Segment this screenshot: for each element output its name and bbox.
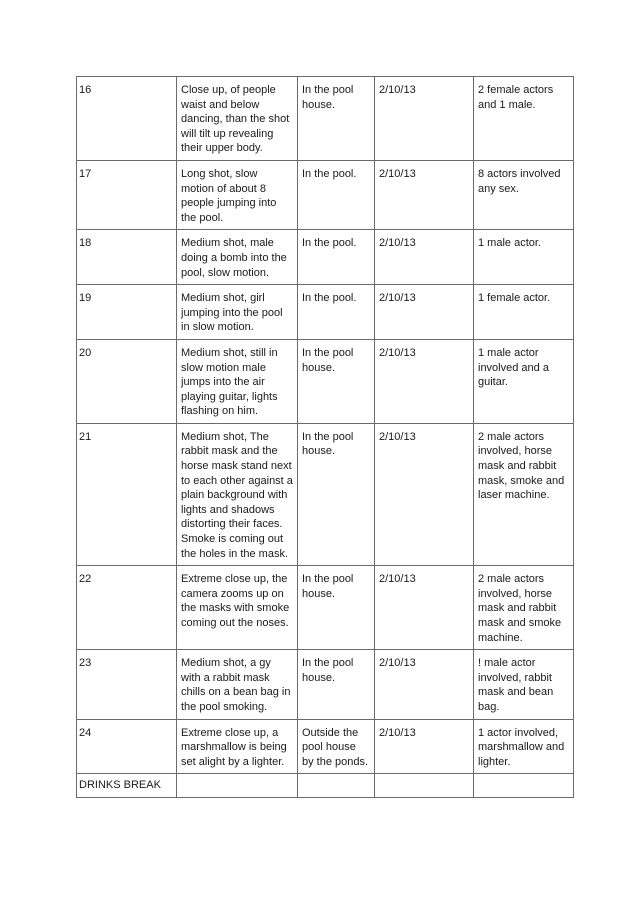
date-cell: 2/10/13	[375, 566, 474, 650]
empty-cell	[177, 774, 298, 798]
shot-number-cell: 19	[77, 285, 177, 340]
table-row	[77, 650, 574, 719]
date-cell: 2/10/13	[375, 77, 474, 161]
shot-description-cell: Medium shot, a gy with a rabbit mask chills on a bean bag in the pool smoking.	[177, 650, 298, 719]
shot-description-cell: Close up, of people waist and below dancing, than the shot will tilt up revealing their upper body.	[177, 77, 298, 161]
table-row	[77, 285, 574, 340]
shot-list-sheet	[76, 76, 573, 798]
shot-list-body	[77, 77, 574, 798]
date-cell: 2/10/13	[375, 719, 474, 774]
date-cell: 2/10/13	[375, 339, 474, 423]
location-cell: In the pool house.	[298, 339, 375, 423]
shot-number-cell: 24	[77, 719, 177, 774]
shot-number-cell: 22	[77, 566, 177, 650]
shot-description-cell: Medium shot, girl jumping into the pool in slow motion.	[177, 285, 298, 340]
shot-list-table	[76, 76, 574, 798]
cast-props-cell: 8 actors involved any sex.	[474, 160, 574, 229]
cast-props-cell: 1 female actor.	[474, 285, 574, 340]
cast-props-cell: ! male actor involved, rabbit mask and bean bag.	[474, 650, 574, 719]
date-cell: 2/10/13	[375, 285, 474, 340]
date-cell: 2/10/13	[375, 230, 474, 285]
shot-number-cell: 21	[77, 423, 177, 565]
shot-description-cell: Extreme close up, the camera zooms up on the masks with smoke coming out the noses.	[177, 566, 298, 650]
shot-description-cell: Medium shot, The rabbit mask and the horse mask stand next to each other against a plain background with lights and shadows distorting their faces. Smoke is coming out the holes in the mask.	[177, 423, 298, 565]
date-cell: 2/10/13	[375, 650, 474, 719]
location-cell: In the pool.	[298, 230, 375, 285]
table-row	[77, 566, 574, 650]
location-cell: In the pool.	[298, 160, 375, 229]
location-cell: In the pool house.	[298, 650, 375, 719]
shot-number-cell: 17	[77, 160, 177, 229]
shot-description-cell: Long shot, slow motion of about 8 people jumping into the pool.	[177, 160, 298, 229]
shot-number-cell: 23	[77, 650, 177, 719]
cast-props-cell: 2 male actors involved, horse mask and rabbit mask and smoke machine.	[474, 566, 574, 650]
shot-number-cell: 16	[77, 77, 177, 161]
empty-cell	[298, 774, 375, 798]
empty-cell	[474, 774, 574, 798]
cast-props-cell: 2 male actors involved, horse mask and rabbit mask, smoke and laser machine.	[474, 423, 574, 565]
drinks-break-label: DRINKS BREAK	[77, 774, 177, 798]
cast-props-cell: 1 male actor involved and a guitar.	[474, 339, 574, 423]
shot-description-cell: Medium shot, still in slow motion male jumps into the air playing guitar, lights flashing on him.	[177, 339, 298, 423]
table-row	[77, 423, 574, 565]
shot-description-cell: Extreme close up, a marshmallow is being set alight by a lighter.	[177, 719, 298, 774]
location-cell: In the pool house.	[298, 566, 375, 650]
table-row	[77, 719, 574, 774]
location-cell: In the pool.	[298, 285, 375, 340]
cast-props-cell: 1 male actor.	[474, 230, 574, 285]
location-cell: In the pool house.	[298, 77, 375, 161]
date-cell: 2/10/13	[375, 423, 474, 565]
date-cell: 2/10/13	[375, 160, 474, 229]
shot-description-cell: Medium shot, male doing a bomb into the pool, slow motion.	[177, 230, 298, 285]
shot-number-cell: 18	[77, 230, 177, 285]
location-cell: In the pool house.	[298, 423, 375, 565]
table-row	[77, 77, 574, 161]
location-cell: Outside the pool house by the ponds.	[298, 719, 375, 774]
shot-number-cell: 20	[77, 339, 177, 423]
cast-props-cell: 1 actor involved, marshmallow and lighter.	[474, 719, 574, 774]
empty-cell	[375, 774, 474, 798]
table-row	[77, 230, 574, 285]
table-row	[77, 339, 574, 423]
drinks-break-row	[77, 774, 574, 798]
cast-props-cell: 2 female actors and 1 male.	[474, 77, 574, 161]
table-row	[77, 160, 574, 229]
